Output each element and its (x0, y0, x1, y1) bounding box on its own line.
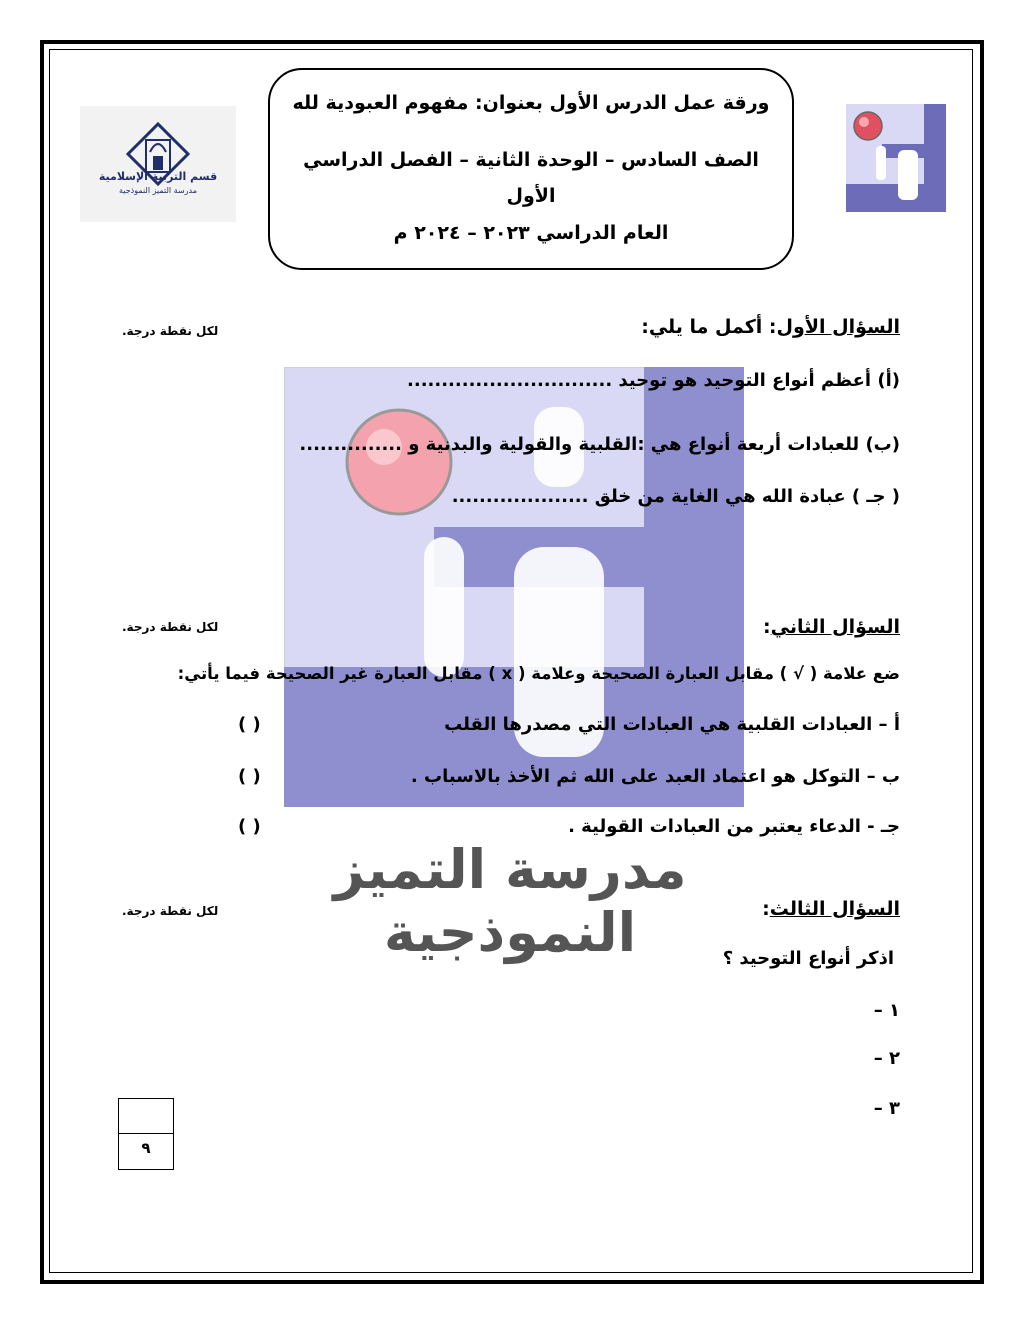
q2-answer-c[interactable]: ( ) (238, 816, 261, 837)
q3-score: لكل نقطة درجة. (122, 904, 219, 918)
school-logo (846, 104, 946, 212)
page-number-box (118, 1098, 174, 1170)
header-box (268, 68, 794, 270)
department-name: قسم التربية الإسلامية (98, 170, 218, 183)
academic-year: العام الدراسي ٢٠٢٣ – ٢٠٢٤ م (393, 222, 669, 244)
grade-unit-line: الصف السادس – الوحدة الثانية – الفصل الدراسي الأول (303, 149, 759, 207)
q2-answer-a[interactable]: ( ) (238, 714, 261, 735)
q2-instruction: ضع علامة ( √ ) مقابل العبارة الصحيحة وعلامة ( x ) مقابل العبارة غير الصحيحة فيما يأتي: (177, 664, 900, 683)
q2-item-b: ب – التوكل هو اعتماد العبد على الله ثم الأخذ بالاسباب . (410, 766, 900, 787)
page-number: ٩ (141, 1139, 151, 1157)
q3-line-2[interactable]: ٢ – (873, 1048, 900, 1069)
q2-colon: : (762, 616, 771, 638)
q1-instruction: : أكمل ما يلي: (641, 316, 777, 338)
q1-item-c: ( جـ ) عبادة الله هي الغاية من خلق .................... (451, 486, 900, 507)
school-name-small: مدرسة التميز النموذجية (119, 186, 197, 195)
q3-line-1[interactable]: ١ – (873, 1000, 900, 1021)
department-logo (80, 106, 236, 222)
watermark-logo (284, 367, 744, 807)
q1-item-a: (أ) أعظم أنواع التوحيد هو توحيد .............................. (407, 370, 900, 391)
q1-title: السؤال الأول (776, 316, 900, 338)
q1-score: لكل نقطة درجة. (122, 324, 219, 338)
q2-item-a: أ – العبادات القلبية هي العبادات التي مصدرها القلب (444, 714, 900, 735)
q3-heading (762, 898, 900, 920)
q2-title: السؤال الثاني (770, 616, 900, 638)
page-box-divider (119, 1133, 173, 1134)
q3-colon: : (762, 898, 770, 920)
q1-item-b: (ب) للعبادات أربعة أنواع هي :القلبية والقولية والبدنية و ............... (299, 434, 900, 455)
watermark-text: مدرسة التميز النموذجية (333, 838, 687, 964)
q3-instruction: اذكر أنواع التوحيد ؟ (722, 948, 894, 969)
q2-item-c: جـ - الدعاء يعتبر من العبادات القولية . (568, 816, 900, 837)
q1-heading (641, 316, 900, 338)
q3-title: السؤال الثالث (769, 898, 900, 920)
q2-answer-b[interactable]: ( ) (238, 766, 261, 787)
q3-line-3[interactable]: ٣ – (873, 1098, 900, 1119)
q2-score: لكل نقطة درجة. (122, 620, 219, 634)
worksheet-title: ورقة عمل الدرس الأول بعنوان: مفهوم العبودية لله (292, 92, 770, 114)
mosque-icon (80, 106, 236, 222)
q2-heading (763, 616, 900, 638)
